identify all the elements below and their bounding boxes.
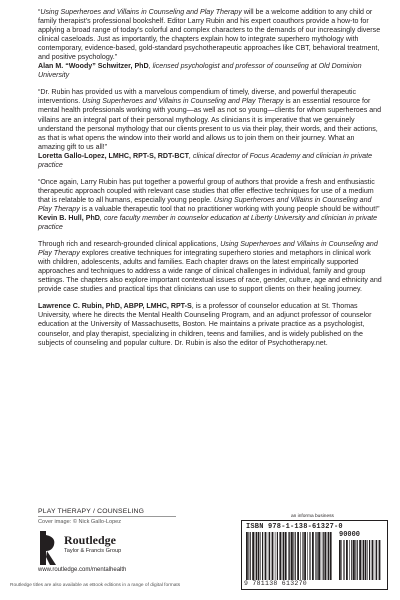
publisher-logo — [38, 531, 238, 567]
publisher-group: Taylor & Francis Group — [64, 548, 122, 554]
endorsement-quote: “Using Superheroes and Villains in Counseling and Play Therapy will be a welcome addition to any child or family therapist’s professional bookshelf. Editor Larry Rubin and his expert coauthors provide a how-to for applying a broad range of today’s colorful and complex characters to the demands of our increasingly diverse clinical caseloads. Just as importantly, the chapters explain how to integrate superhero mythology with contemporary, evidence-based, gold-standard psychotherapeutic approaches like CBT, behavioral treatment, and positive psychology.” — [38, 8, 381, 62]
endorser-degree: , PhD — [81, 213, 100, 222]
description-text: Through rich and research-grounded clinical applications, — [38, 240, 221, 249]
bio-text: , is a professor of counselor education at St. Thomas University, where he directs the Mental Health Counseling Program, and an adjunct professor of counselor education at the University of Massachusetts, Boston. He maintains a private practice as a psychologist, counselor, and play therapist, specializing in children, teens and families, and is widely published on the subjects of counseling and popular culture. Dr. Rubin is also the editor of Psychotherapy.net. — [38, 302, 372, 347]
isbn-label: ISBN 978-1-138-61327-0 — [246, 523, 343, 531]
publisher-name: Routledge — [64, 533, 116, 547]
isbn-barcode-icon — [246, 532, 334, 580]
quote-text: “Once again, Larry Rubin has put together a powerful group of authors that provide a fresh and enthusiastic therapeutic approach coupled with relevant case studies that offer effective techniques for use of a medium that is relatable to all humans, especially young people. — [38, 177, 375, 204]
quote-text: is an essential resource for mental health professionals working with young—as well as not so young—clients for whom superheroes and villains are an integral part of their personal mythology. As clinicians it is imperative that we genuinely understand the personal mythology that our clients present to us via their play, their words, and their actions, as that is what opens the window into their world and allows us to join them on their journey. What an amazing gift to us all!” — [38, 97, 382, 151]
endorser-role: , clinical director of Focus Academy and clinician in private practice — [38, 151, 373, 169]
routledge-mark-icon — [38, 531, 58, 565]
author-degree: , PhD, ABPP, LMHC, RPT-S — [101, 302, 192, 311]
subject-category: PLAY THERAPY / COUNSELING — [38, 508, 145, 515]
endorser-role: , licensed psychologist and professor of counseling at Old Dominion University — [38, 62, 362, 80]
book-title: Using Superheroes and Villains in Counseling and Play Therapy — [82, 97, 284, 106]
publisher-url: www.routledge.com/mentalhealth — [38, 567, 127, 573]
endorser-degree: , LMHC, RPT-S, RDT-BCT — [104, 151, 189, 160]
endorsement-1 — [38, 8, 383, 80]
book-title: Using Superheroes and Villains in Counseling and Play Therapy — [38, 240, 378, 258]
endorser-degree: , PhD — [130, 62, 149, 71]
quote-text: will be a welcome addition to any child or family therapist’s professional bookshelf. Editor Larry Rubin and his expert coauthors provide a how-to for applying a broad range of today’s colorful and complex characters to the demands of our increasingly diverse clinical caseloads. Just as importantly, the chapters explain how to integrate superhero mythology with contemporary, evidence-based, gold-standard psychotherapeutic approaches like CBT, behavioral treatment, and positive psychology.” — [38, 8, 381, 62]
author-name: Lawrence C. Rubin — [38, 302, 102, 311]
book-description — [38, 240, 383, 294]
endorser-name: Alan M. “Woody” Schwitzer — [38, 62, 131, 71]
endorser-name: Kevin B. Hull — [38, 213, 82, 222]
book-title: Using Superheroes and Villains in Counseling and Play Therapy — [40, 8, 242, 16]
description-text: explores creative techniques for integrating superhero stories and metaphors in clinical work with children, adolescents, adults and families. Each chapter draws on the latest empirically supported approaches and techniques to address a wide range of clinical challenges in individual, family and group settings. The chapters also explore important contextual issues of race, gender, culture, age and ethnicity and provide case studies and practical tips that clinicians can use to support clients on their healing journey. — [38, 249, 382, 294]
cover-credit: Cover image: © Nick Gallo-Lopez — [38, 519, 122, 525]
quote-text: is a valuable therapeutic tool that no practitioner working with young people should be without!” — [79, 204, 380, 213]
endorser — [38, 214, 383, 232]
author-bio — [38, 302, 383, 347]
endorser — [38, 62, 383, 80]
price-code: 90000 — [339, 531, 361, 539]
back-cover-text — [38, 8, 383, 348]
endorser-role: , core faculty member in counselor education at Liberty University and clinician in private practice — [38, 213, 378, 232]
endorsement-quote — [38, 178, 383, 214]
endorsement-2 — [38, 88, 383, 169]
quote-text: “Dr. Rubin has provided us with a marvelous compendium of timely, diverse, and powerful therapeutic interventions. — [38, 88, 357, 106]
divider — [38, 516, 176, 517]
ebook-note: Routledge titles are also available as eBook editions in a range of digital formats — [10, 583, 181, 588]
endorsement-3 — [38, 178, 383, 232]
price-barcode-icon — [339, 540, 381, 580]
ean-number: 9 781138 613270 — [244, 580, 308, 587]
imprint-note: an informa business — [291, 514, 334, 519]
endorser — [38, 152, 383, 170]
book-title: Using Superheroes and Villains in Counseling and Play Therapy — [38, 195, 372, 213]
endorsement-quote — [38, 88, 383, 151]
endorser-name: Loretta Gallo-Lopez — [38, 151, 105, 160]
